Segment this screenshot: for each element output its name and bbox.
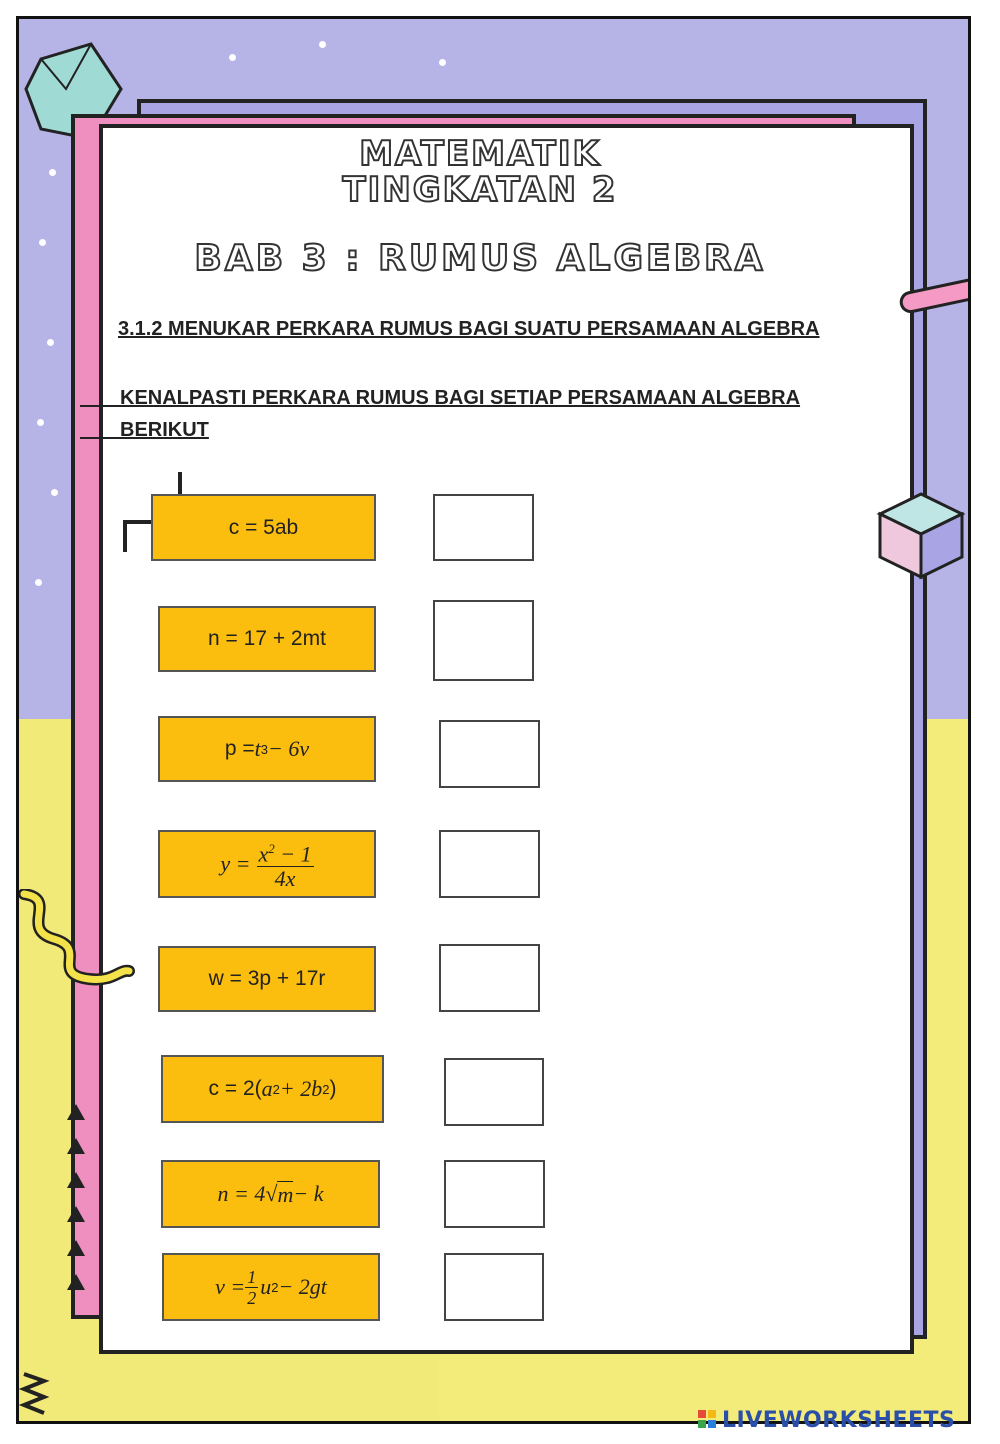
triangle-column-left (67, 1104, 85, 1308)
title-line-1: MATEMATIK (359, 134, 601, 174)
equation-card[interactable] (158, 716, 376, 782)
equation-tail: − 6v (268, 736, 310, 761)
equation-lhs: y = (220, 851, 251, 876)
decor-dot (439, 59, 446, 66)
sqrt-radicand: m (277, 1181, 294, 1207)
answer-box[interactable] (439, 944, 540, 1012)
fraction (257, 837, 314, 891)
liveworksheets-logo-icon (698, 1410, 716, 1428)
sqrt-sign: √ (265, 1181, 278, 1206)
equation-var: a (261, 1076, 273, 1101)
instruction-text: KENALPASTI PERKARA RUMUS BAGI SETIAP PERSAMAAN ALGEBRA BERIKUT (120, 387, 801, 441)
decor-dot (51, 489, 58, 496)
cube-icon (874, 489, 969, 584)
decor-dot (319, 41, 326, 48)
equation-mid: + 2 (279, 1076, 312, 1101)
zigzag-icon (19, 1369, 59, 1419)
equation-lhs: p = (224, 737, 255, 760)
equation-exponent: 2 (322, 1081, 330, 1097)
equation-close: ) (329, 1077, 337, 1100)
decor-dot (37, 419, 44, 426)
equation-tail: − 2gt (278, 1274, 327, 1299)
equation-exponent: 2 (271, 1279, 279, 1295)
decor-dot (229, 54, 236, 61)
equation-var: u (260, 1274, 272, 1299)
answer-box[interactable] (433, 600, 534, 681)
equation-card[interactable] (161, 1160, 380, 1228)
equation-var: t (254, 736, 261, 761)
underline-stub (80, 437, 120, 439)
equation-text: n = 17 + 2mt (208, 627, 326, 650)
answer-box[interactable] (433, 494, 534, 561)
liveworksheets-brand[interactable]: LIVEWORKSHEETS (722, 1408, 956, 1433)
equation-tail: − k (293, 1181, 324, 1206)
underline-stub (80, 405, 120, 407)
fraction-denominator: 2 (247, 1287, 257, 1308)
title-line-2: TINGKATAN 2 (342, 170, 618, 210)
decor-dot (49, 169, 56, 176)
answer-box[interactable] (444, 1160, 545, 1228)
equation-card[interactable] (158, 830, 376, 898)
answer-box[interactable] (444, 1253, 544, 1321)
squiggle-icon (19, 889, 149, 999)
equation-card[interactable] (151, 494, 376, 561)
equation-exponent: 3 (260, 741, 268, 757)
answer-box[interactable] (444, 1058, 544, 1126)
chapter-title: BAB 3 : RUMUS ALGEBRA (194, 238, 766, 279)
fraction-numerator: $x^2 - 1$ (257, 837, 314, 867)
equation-card[interactable] (162, 1253, 380, 1321)
equation-card[interactable] (158, 606, 376, 672)
equation-card[interactable] (158, 946, 376, 1012)
equation-exponent: 2 (272, 1081, 280, 1097)
worksheet-title (300, 136, 660, 208)
equation-text: c = 5ab (228, 515, 299, 539)
fraction-numerator: 1 (247, 1266, 257, 1287)
equation-lhs: c = 2( (208, 1077, 262, 1100)
answer-box[interactable] (439, 830, 540, 898)
equation-card[interactable] (161, 1055, 384, 1123)
answer-box[interactable] (439, 720, 540, 788)
equation-var: b (311, 1076, 323, 1101)
equation-text: w = 3p + 17r (208, 967, 326, 990)
subtopic-heading: 3.1.2 MENUKAR PERKARA RUMUS BAGI SUATU PERSAMAAN ALGEBRA (118, 318, 820, 340)
equation-lhs: v = (215, 1274, 246, 1299)
equation-lhs: n = 4 (217, 1181, 266, 1206)
fraction (245, 1267, 258, 1308)
decor-dot (39, 239, 46, 246)
decor-dot (35, 579, 42, 586)
fraction-denominator: 4x (274, 866, 296, 892)
decor-dot (47, 339, 54, 346)
